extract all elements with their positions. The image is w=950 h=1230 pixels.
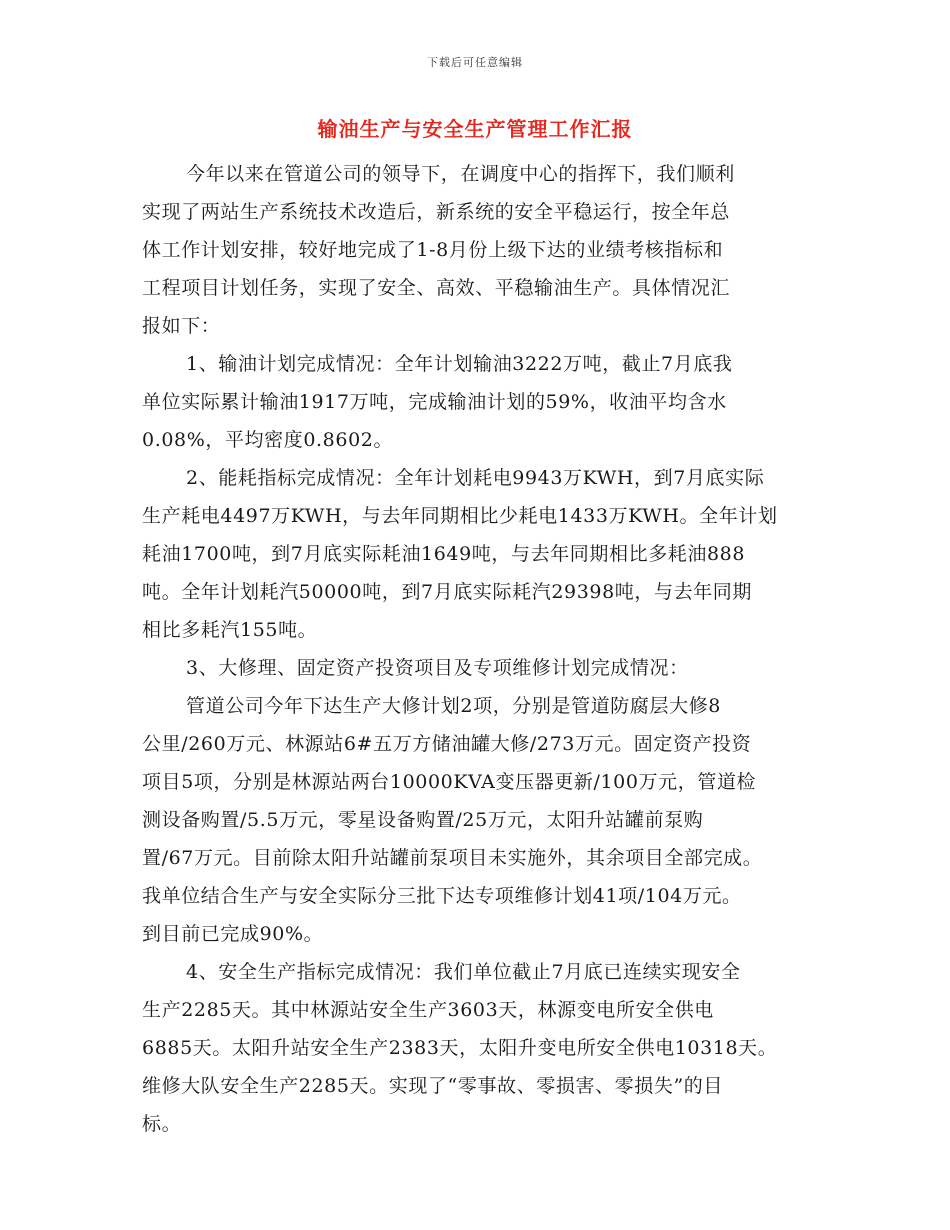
paragraph-line: 置/67万元。目前除太阳升站罐前泵项目未实施外，其余项目全部完成。 [142, 847, 763, 869]
paragraph-line: 今年以来在管道公司的领导下，在调度中心的指挥下，我们顺利 [186, 163, 735, 185]
document-title: 输油生产与安全生产管理工作汇报 [317, 117, 633, 141]
paragraph-line: 1、输油计划完成情况：全年计划输油3222万吨，截止7月底我 [186, 353, 733, 375]
paragraph-line: 我单位结合生产与安全实际分三批下达专项维修计划41项/104万元。 [142, 885, 742, 907]
paragraph-line: 6885天。太阳升站安全生产2383天，太阳升变电所安全供电10318天。 [142, 1037, 778, 1059]
paragraph-line: 吨。全年计划耗汽50000吨，到7月底实际耗汽29398吨，与去年同期 [142, 581, 752, 603]
paragraph-line: 耗油1700吨，到7月底实际耗油1649吨，与去年同期相比多耗油888 [142, 543, 746, 565]
paragraph-line: 生产2285天。其中林源站安全生产3603天，林源变电所安全供电 [142, 999, 714, 1021]
paragraph-line: 实现了两站生产系统技术改造后，新系统的安全平稳运行，按全年总 [142, 201, 731, 223]
paragraph-safety-indicators [142, 953, 832, 1143]
paragraph-line: 相比多耗汽155吨。 [142, 619, 318, 641]
paragraph-line: 测设备购置/5.5万元，零星设备购置/25万元，太阳升站罐前泵购 [142, 809, 704, 831]
paragraph-line: 标。 [142, 1113, 182, 1135]
paragraph-overhaul-details [142, 687, 832, 953]
paragraph-line: 2、能耗指标完成情况：全年计划耗电9943万KWH，到7月底实际 [186, 467, 765, 489]
paragraph-line: 0.08%，平均密度0.8602。 [142, 429, 394, 451]
document-body [142, 155, 832, 1143]
paragraph-line: 管道公司今年下达生产大修计划2项，分别是管道防腐层大修8 [186, 695, 721, 717]
paragraph-line: 工程项目计划任务，实现了安全、高效、平稳输油生产。具体情况汇 [142, 277, 731, 299]
paragraph-line: 生产耗电4497万KWH，与去年同期相比少耗电1433万KWH。全年计划 [142, 505, 778, 527]
paragraph-overhaul-heading [142, 649, 832, 687]
paragraph-line: 维修大队安全生产2285天。实现了“零事故、零损害、零损失”的目 [142, 1075, 723, 1097]
paragraph-line: 到目前已完成90%。 [142, 923, 324, 945]
paragraph-oil-transport-plan [142, 345, 832, 459]
page-header-note: 下载后可任意编辑 [427, 56, 523, 69]
paragraph-line: 体工作计划安排，较好地完成了1-8月份上级下达的业绩考核指标和 [142, 239, 724, 261]
paragraph-line: 单位实际累计输油1917万吨，完成输油计划的59%，收油平均含水 [142, 391, 727, 413]
paragraph-line: 4、安全生产指标完成情况：我们单位截止7月底已连续实现安全 [186, 961, 741, 983]
paragraph-intro [142, 155, 832, 345]
paragraph-line: 报如下： [142, 315, 221, 337]
paragraph-line: 公里/260万元、林源站6#五万方储油罐大修/273万元。固定资产投资 [142, 733, 752, 755]
paragraph-line: 项目5项，分别是林源站两台10000KVA变压器更新/100万元，管道检 [142, 771, 757, 793]
paragraph-line: 3、大修理、固定资产投资项目及专项维修计划完成情况： [186, 657, 689, 679]
paragraph-energy-consumption [142, 459, 832, 649]
